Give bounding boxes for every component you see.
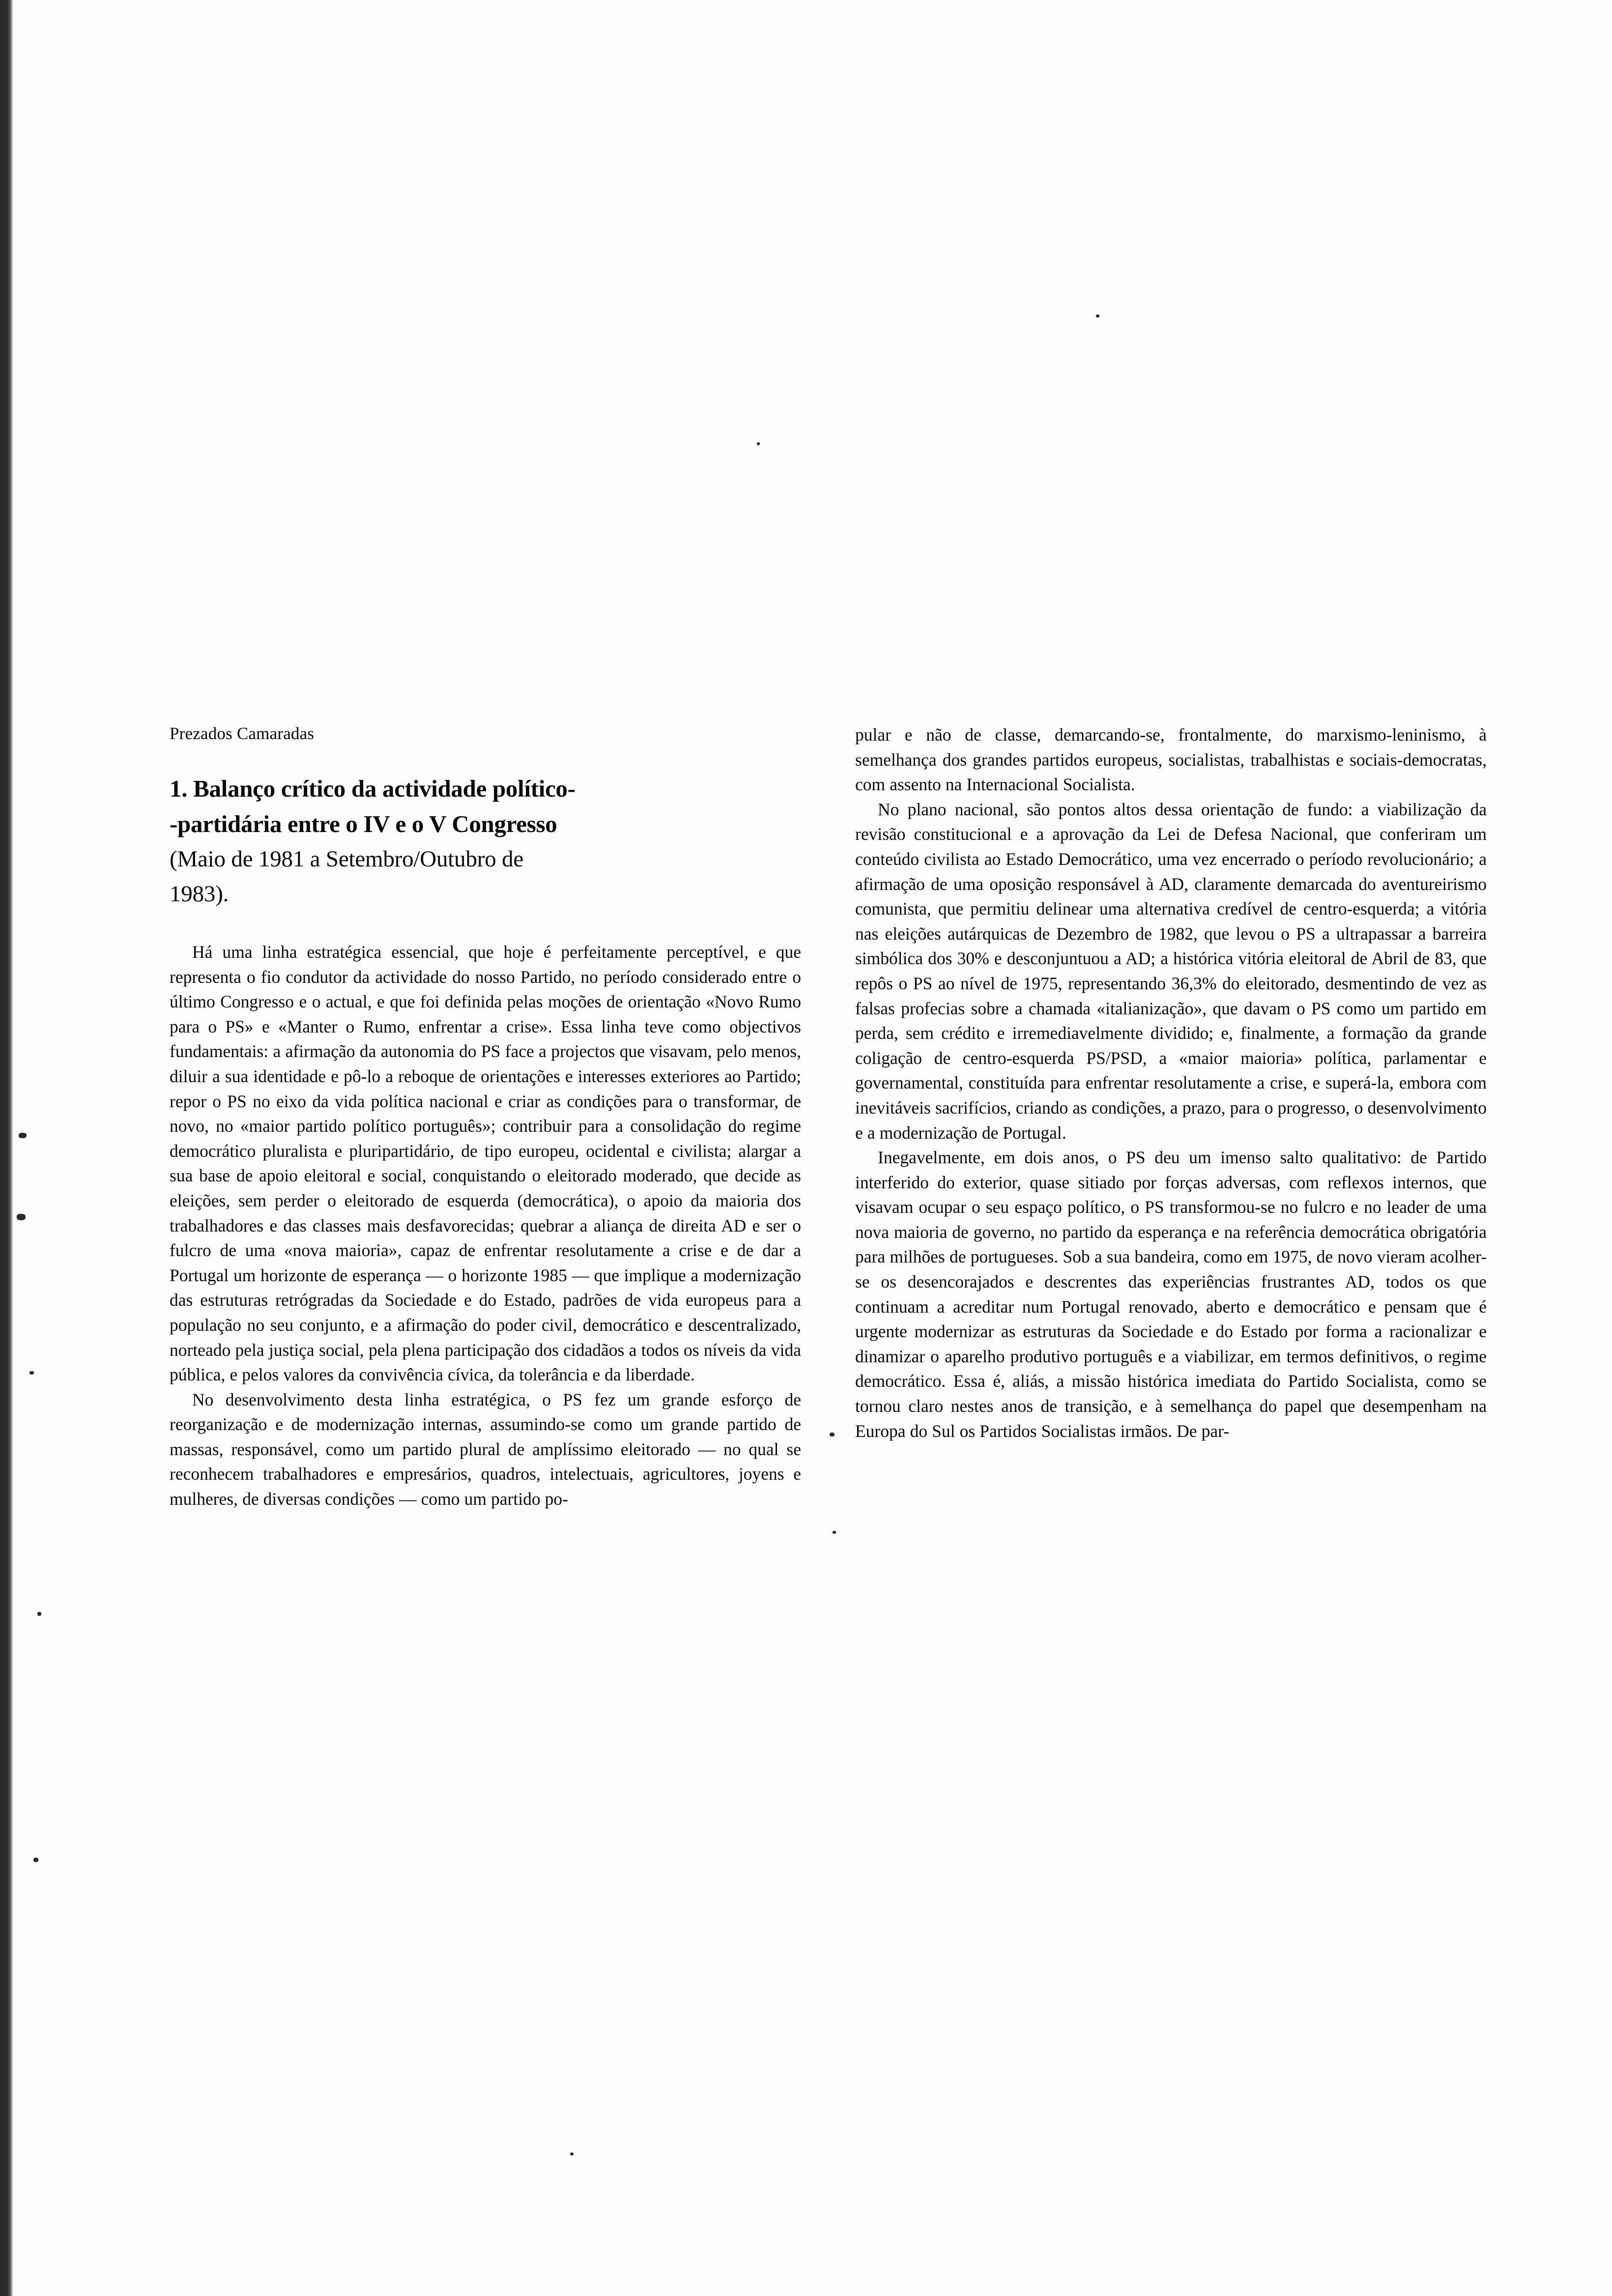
page-content (170, 722, 1487, 2049)
text-column-right (855, 722, 1487, 1443)
scan-speck (17, 1214, 26, 1220)
paragraph: pular e não de classe, demarcando-se, frontalmente, do marxismo-leninismo, à semelhança dos grandes partidos europeus, socialistas, trabalhistas e sociais-democratas, com assento na Internacional Socialista. (855, 725, 1487, 795)
section-heading-line-4: 1983). (170, 881, 229, 907)
scan-speck (33, 1858, 38, 1862)
salutation: Prezados Camaradas (170, 724, 315, 743)
scan-speck (19, 1133, 27, 1138)
section-heading-line-1: 1. Balanço crítico da actividade político- (170, 775, 576, 802)
section-heading-line-3: (Maio de 1981 a Setembro/Outubro de (170, 846, 524, 872)
paragraph: Inegavelmente, em dois anos, o PS deu um imenso salto qualitativo: de Partido interferido do exterior, quase sitiado por forças adversas, com reflexos internos, que visavam ocupar o seu espaço político, o PS transformou-se no fulcro e no leader de uma nova maioria de governo, no partido da esperança e na referência democrática obrigatória para milhões de portugueses. Sob a sua bandeira, como em 1975, de novo vieram acolher-se os desencorajados e descrentes das experiências frustrantes AD, todos os que continuam a acreditar num Portugal renovado, aberto e democrático e pensam que é urgente modernizar as estruturas da Sociedade e do Estado por forma a racionalizar e dinamizar o aparelho produtivo português e a viabilizar, em termos definitivos, o regime democrático. Essa é, aliás, a missão histórica imediata do Partido Socialista, como se tornou claro nestes anos de transição, e à semelhança do papel que desempenham na Europa do Sul os Partidos Socialistas irmãos. De par- (855, 1148, 1487, 1441)
scan-speck (757, 442, 760, 445)
scan-speck (1096, 315, 1099, 317)
scan-speck (570, 2152, 574, 2155)
scan-speck (37, 1612, 41, 1616)
section-heading-line-2: -partidária entre o IV e o V Congresso (170, 810, 557, 837)
paragraph: No desenvolvimento desta linha estratégica, o PS fez um grande esforço de reorganização e de modernização internas, assumindo-se como um grande partido de massas, responsável, como um partido plural de amplíssimo eleitorado — no qual se reconhecem trabalhadores e empresários, quadros, intelectuais, agricultores, joyens e mulheres, de diversas condições — como um partido po- (170, 1389, 801, 1509)
paragraph: No plano nacional, são pontos altos dessa orientação de fundo: a viabilização da revisão constitucional e a aprovação da Lei de Defesa Nacional, que conferiram um conteúdo civilista ao Estado Democrático, uma vez encerrado o período revolucionário; a afirmação de uma oposição responsável à AD, claramente demarcada do aventureirismo comunista, que permitiu delinear uma alternativa credível de centro-esquerda; a vitória nas eleições autárquicas de Dezembro de 1982, que levou o PS a ultrapassar a barreira simbólica dos 30% e desconjuntuou a AD; a histórica vitória eleitoral de Abril de 83, que repôs o PS ao nível de 1975, representando 36,3% do eleitorado, desmentindo de vez as falsas profecias sobre a chamada «italianização», que davam o PS como um partido em perda, sem crédito e irremediavelmente dividido; e, finalmente, a formação da grande coligação de centro-esquerda PS/PSD, a «maior maioria» política, parlamentar e governamental, constituída para enfrentar resolutamente a crise, e superá-la, embora com inevitáveis sacrifícios, criando as condições, a prazo, para o progresso, o desenvolvimento e a modernização de Portugal. (855, 799, 1487, 1143)
text-column-left (170, 722, 801, 1512)
scan-speck (29, 1371, 34, 1375)
scan-edge-artifact (0, 0, 13, 2296)
paragraph: Há uma linha estratégica essencial, que hoje é perfeitamente perceptível, e que representa o fio condutor da actividade do nosso Partido, no período considerado entre o último Congresso e o actual, e que foi definida pelas moções de orientação «Novo Rumo para o PS» e «Manter o Rumo, enfrentar a crise». Essa linha teve como objectivos fundamentais: a afirmação da autonomia do PS face a projectos que visavam, pelo menos, diluir a sua identidade e pô-lo a reboque de orientações e interesses exteriores ao Partido; repor o PS no eixo da vida política nacional e criar as condições para o transformar, de novo, no «maior partido político português»; contribuir para a consolidação do regime democrático pluralista e pluripartidário, de tipo europeu, ocidental e civilista; alargar a sua base de apoio eleitoral e social, conquistando o eleitorado moderado, que decide as eleições, sem perder o eleitorado de esquerda (democrática), o apoio da maioria dos trabalhadores e das classes mais desfavorecidas; quebrar a aliança de direita AD e ser o fulcro de uma «nova maioria», capaz de enfrentar resolutamente a crise e de dar a Portugal um horizonte de esperança — o horizonte 1985 — que implique a modernização das estruturas retrógradas da Sociedade e do Estado, padrões de vida europeus para a população no seu conjunto, e a afirmação do poder civil, democrático e descentralizado, norteado pela justiça social, pela plena participação dos cidadãos a todos os níveis da vida pública, e pelos valores da convivência cívica, da tolerância e da liberdade. (170, 942, 801, 1385)
